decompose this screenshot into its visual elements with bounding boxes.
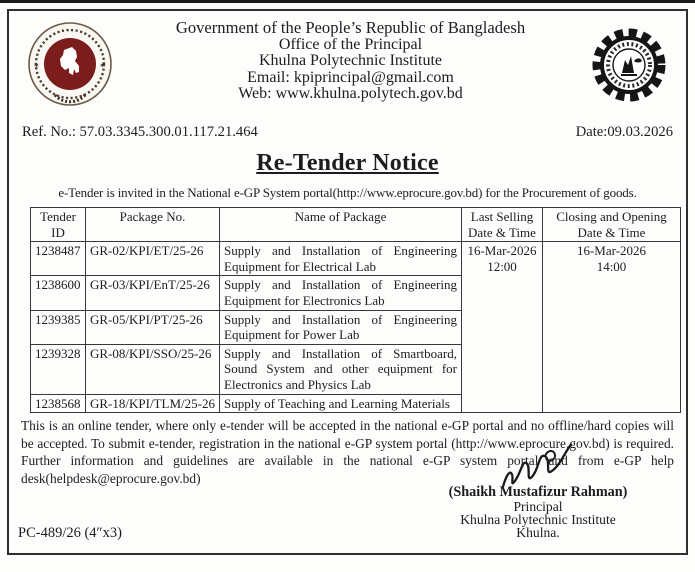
signatory-name: (Shaikh Mustafizur Rahman) — [448, 484, 628, 500]
reference-number: Ref. No.: 57.03.3345.300.01.117.21.464 — [22, 124, 258, 140]
scan-top-edge — [0, 0, 695, 3]
tender-table — [30, 207, 681, 413]
table-row — [31, 242, 681, 276]
package-name-cell: Supply and Installation of Smartboard, Sound System and other equipment for Electronics and Physics Lab — [220, 344, 462, 394]
document-date: Date:09.03.2026 — [575, 124, 673, 140]
package-name-cell: Supply and Installation of Engineering Equipment for Electronics Lab — [220, 276, 462, 310]
header-package-name: Name of Package — [220, 208, 462, 242]
print-code: PC-489/26 (4″x3) — [18, 525, 122, 541]
signature-scribble-icon — [491, 438, 585, 493]
header-closing-opening: Closing and Opening Date & Time — [543, 208, 681, 242]
intro-line: e-Tender is invited in the National e-GP System portal(http://www.eprocure.gov.bd) for the Procurement of goods. — [58, 185, 637, 200]
last-selling-cell — [462, 242, 543, 413]
khulna-polytechnic-emblem-icon — [582, 23, 670, 112]
tender-id-cell: 1239385 — [31, 310, 86, 344]
package-no-cell: GR-03/KPI/EnT/25-26 — [86, 276, 220, 310]
closing-date: 16-Mar-2026 — [576, 243, 647, 259]
package-name-cell: Supply and Installation of Engineering Equipment for Electrical Lab — [220, 242, 462, 276]
table-header-row — [31, 208, 681, 242]
letterhead-office: Office of the Principal — [278, 35, 423, 53]
conditions-paragraph: This is an online tender, where only e-tender will be accepted in the national e-GP portal and no offline/hard copies will be accepted. To submit e-tender, registration in the national e-GP system portal (http://www.eprocure.gov.bd) is required. Further information and guidelines are available in the national e-GP system portal and from e-GP help desk(helpdesk@eprocure.gov.bd) — [21, 418, 674, 486]
letterhead-text — [119, 17, 582, 103]
document-frame — [7, 9, 688, 555]
package-no-cell: GR-18/KPI/TLM/25-26 — [86, 394, 220, 413]
letterhead-country: Government of the People’s Republic of Bangladesh — [175, 18, 526, 37]
bangladesh-government-seal-icon — [27, 21, 119, 112]
last-selling-date: 16-Mar-2026 — [467, 243, 537, 259]
signatory-location: Khulna. — [516, 525, 560, 541]
notice-title: Re-Tender Notice — [256, 150, 439, 176]
package-name-cell: Supply and Installation of Engineering Equipment for Power Lab — [220, 310, 462, 344]
package-no-cell: GR-05/KPI/PT/25-26 — [86, 310, 220, 344]
closing-time: 14:00 — [596, 258, 627, 274]
header-tender-id: Tender ID — [31, 208, 86, 242]
signatory-title: Principal — [513, 498, 563, 514]
closing-opening-cell — [543, 242, 681, 413]
tender-id-cell: 1238487 — [31, 242, 86, 276]
package-name-cell: Supply of Teaching and Learning Materials — [220, 394, 462, 413]
signatory-institute: Khulna Polytechnic Institute — [460, 511, 616, 527]
package-no-cell: GR-02/KPI/ET/25-26 — [86, 242, 220, 276]
letterhead-web: Web: www.khulna.polytech.gov.bd — [238, 85, 463, 103]
signature-block — [408, 443, 668, 540]
header-last-selling: Last Selling Date & Time — [462, 208, 543, 242]
letterhead — [19, 17, 676, 112]
tender-id-cell: 1239328 — [31, 344, 86, 394]
tender-id-cell: 1238568 — [31, 394, 86, 413]
header-package-no: Package No. — [86, 208, 220, 242]
last-selling-time: 12:00 — [487, 258, 517, 274]
svg-text:✶: ✶ — [33, 61, 40, 70]
letterhead-email: Email: kpiprincipal@gmail.com — [247, 68, 454, 86]
package-no-cell: GR-08/KPI/SSO/25-26 — [86, 344, 220, 394]
svg-text:✶: ✶ — [99, 61, 106, 70]
reference-row — [19, 124, 676, 141]
letterhead-institute: Khulna Polytechnic Institute — [258, 52, 443, 70]
tender-id-cell: 1238600 — [31, 276, 86, 310]
